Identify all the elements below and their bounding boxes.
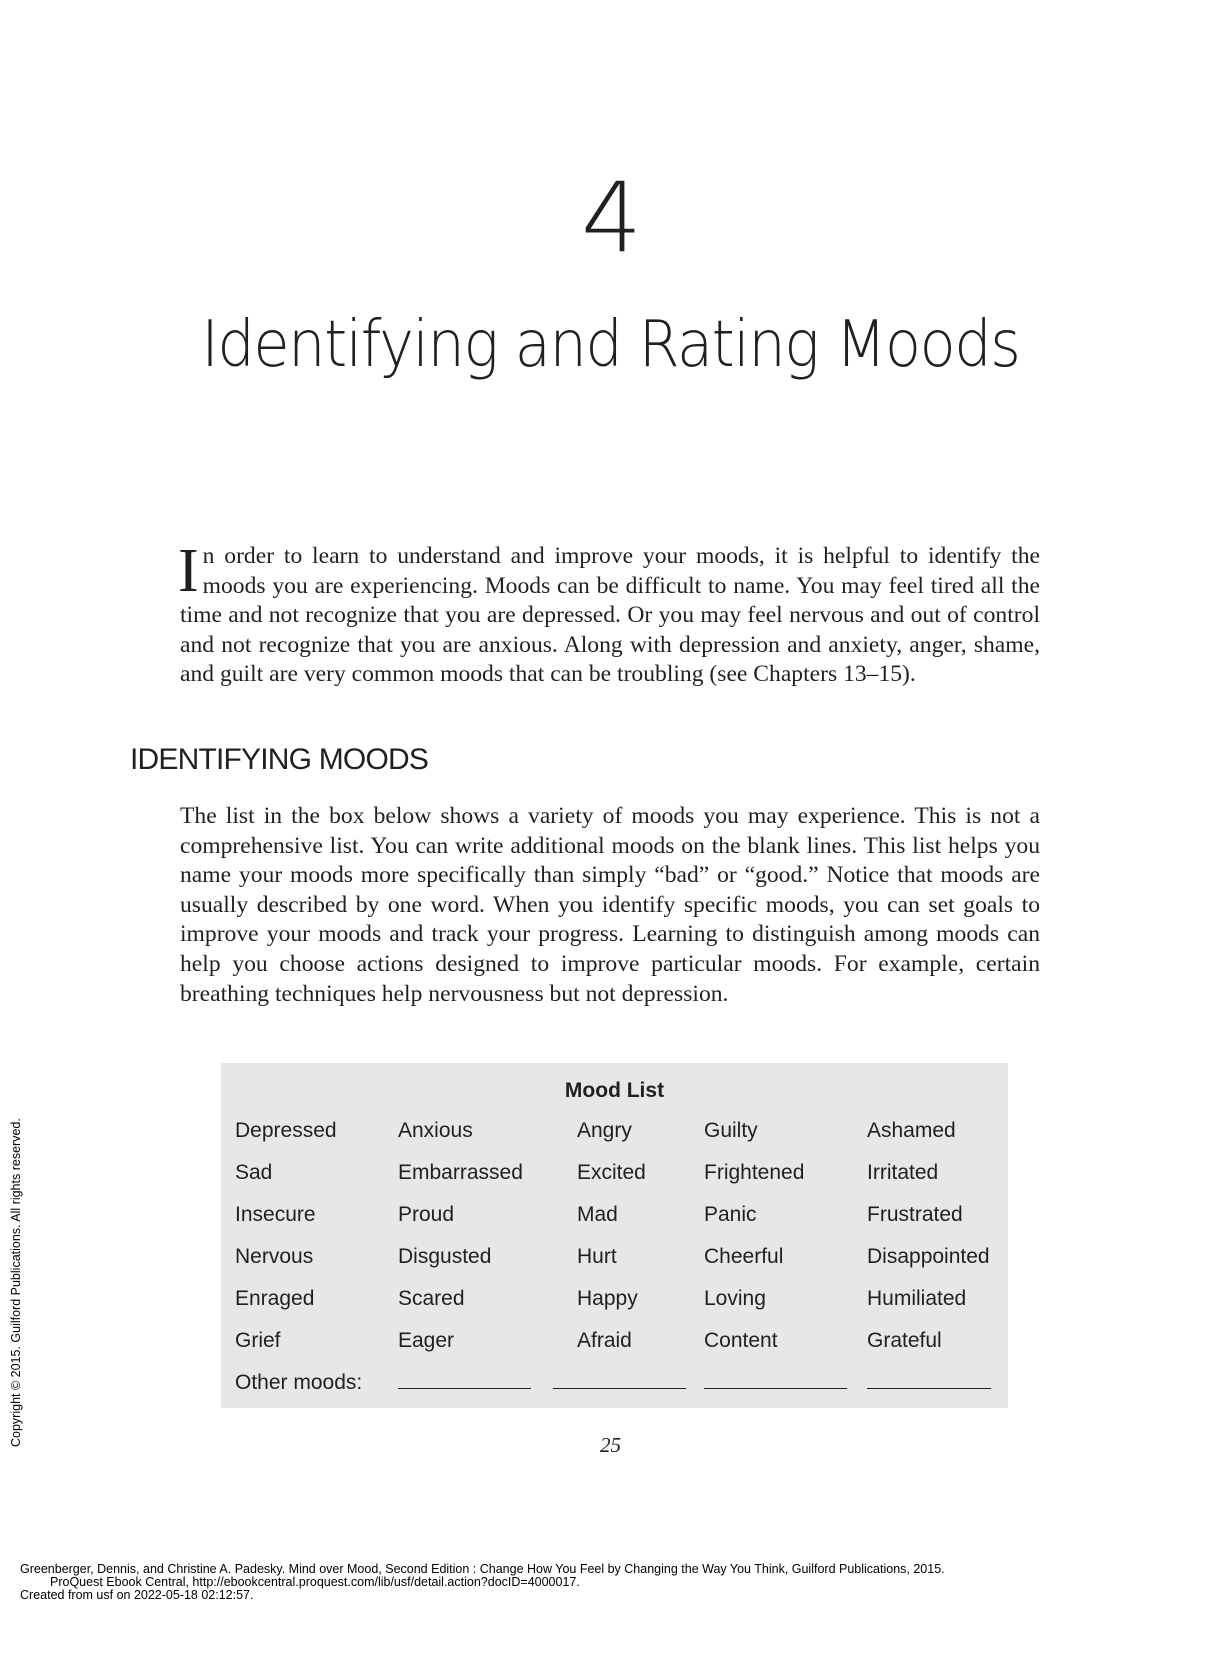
mood-item: Mad (577, 1203, 618, 1226)
mood-item: Frustrated (867, 1203, 963, 1226)
citation-footer (20, 1563, 945, 1602)
mood-item: Loving (704, 1287, 766, 1310)
mood-item: Happy (577, 1287, 638, 1310)
mood-item: Afraid (577, 1329, 632, 1352)
mood-item: Sad (235, 1161, 273, 1184)
mood-item: Scared (398, 1287, 465, 1310)
mood-item: Enraged (235, 1287, 315, 1310)
mood-item: Excited (577, 1161, 646, 1184)
mood-item: Proud (398, 1203, 455, 1226)
mood-item: Irritated (867, 1161, 939, 1184)
intro-paragraph (178, 537, 1040, 690)
mood-item: Cheerful (704, 1245, 784, 1268)
mood-item: Eager (398, 1329, 455, 1352)
page-number: 25 (600, 1433, 621, 1457)
side-copyright-notice: Copyright © 2015. Guilford Publications. All rights reserved. (9, 1118, 23, 1447)
created-line: Created from usf on 2022-05-18 02:12:57. (20, 1588, 254, 1602)
mood-item: Content (704, 1329, 778, 1352)
mood-item: Panic (704, 1203, 757, 1226)
mood-item: Guilty (704, 1119, 758, 1142)
drop-cap: I (178, 537, 199, 605)
mood-item: Ashamed (867, 1119, 956, 1142)
mood-list-title: Mood List (564, 1079, 665, 1102)
mood-item: Insecure (235, 1203, 316, 1226)
mood-item: Grateful (867, 1329, 942, 1352)
other-mood-blank-line[interactable] (398, 1388, 531, 1389)
mood-item: Depressed (235, 1119, 337, 1142)
mood-item: Humiliated (867, 1287, 967, 1310)
mood-item: Nervous (235, 1245, 314, 1268)
intro-text: n order to learn to understand and improve your moods, it is helpful to identify the moods you are experiencing. Moods can be difficult to name. You may feel tired all the time and not recognize that you are depressed. Or you may feel nervous and out of control and not recognize that you are anxious. Along with depression and anxiety, anger, shame, and guilt are very common moods that can be troubling (see Chapters 13–15). (180, 543, 1040, 688)
source-url-line: ProQuest Ebook Central, http://ebookcentral.proquest.com/lib/usf/detail.action?docID=4000017. (50, 1575, 580, 1589)
chapter-title: Identifying and Rating Moods (201, 308, 1020, 382)
other-mood-blank-line[interactable] (553, 1388, 686, 1389)
chapter-number: 4 (580, 162, 641, 274)
mood-list-box (221, 1063, 1008, 1408)
other-moods-label: Other moods: (235, 1371, 363, 1394)
mood-item: Hurt (577, 1245, 617, 1268)
citation-line: Greenberger, Dennis, and Christine A. Padesky. Mind over Mood, Second Edition : Change How You Feel by Changing the Way You Think, Guilford Publications, 2015. (20, 1562, 945, 1576)
mood-item: Disappointed (867, 1245, 990, 1268)
mood-item: Grief (235, 1329, 281, 1352)
mood-item: Frightened (704, 1161, 805, 1184)
other-mood-blank-line[interactable] (704, 1388, 847, 1389)
section-heading: IDENTIFYING MOODS (130, 743, 429, 776)
mood-item: Embarrassed (398, 1161, 523, 1184)
mood-item: Angry (577, 1119, 632, 1142)
section-paragraph: The list in the box below shows a variety of moods you may experience. This is not a comprehensive list. You can write additional moods on the blank lines. This list helps you name your moods more specifically than simply “bad” or “good.” Notice that moods are usually described by one word. When you identify specific moods, you can set goals to improve your moods and track your progress. Learning to distinguish among moods can help you choose actions designed to improve particular moods. For example, certain breathing techniques help nervousness but not depression. (180, 803, 1040, 1007)
other-mood-blank-line[interactable] (867, 1388, 991, 1389)
mood-item: Anxious (398, 1119, 473, 1142)
mood-item: Disgusted (398, 1245, 492, 1268)
